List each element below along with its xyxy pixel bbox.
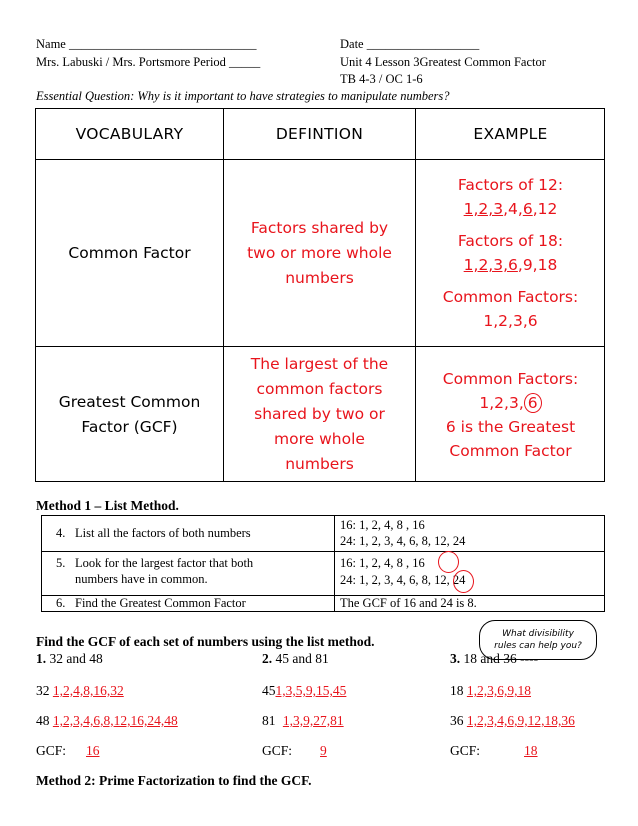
gcf-label: GCF:: [262, 743, 293, 758]
definition-line: Factors shared by: [250, 218, 389, 237]
number-label: 18: [450, 683, 464, 698]
definition-line: The largest of the: [250, 355, 389, 373]
method2-title: Method 2: Prime Factorization to find the GCF.: [36, 773, 312, 788]
problem-3-heading: [450, 651, 538, 667]
example-gcf: [416, 347, 605, 482]
problem-number: 2.: [262, 651, 273, 666]
factor-answer: 1,2,4,8,16,32: [52, 683, 124, 698]
number-label: 32: [36, 683, 50, 698]
problem-pair: 18 and 36 ----: [463, 651, 539, 666]
factor-answer: 1,3,9,27,81: [282, 713, 344, 728]
definition-line: shared by two or: [254, 405, 385, 423]
common-factors-list: [479, 391, 541, 415]
factors-12-label: Factors of 12:: [457, 176, 564, 194]
problem-pair: 32 and 48: [49, 651, 103, 666]
common-factors-label: Common Factors:: [442, 288, 579, 306]
number-label: 36: [450, 713, 464, 728]
gcf-label: GCF:: [36, 743, 67, 758]
problem-1-gcf[interactable]: [36, 743, 128, 759]
step-number: 4.: [56, 526, 66, 540]
underlined-common: 1,2,3: [463, 200, 504, 218]
gcf-answer: 18: [524, 743, 538, 758]
common-factors-list: 1,2,3,6: [483, 312, 538, 330]
practice-instruction: Find the GCF of each set of numbers using the list method.: [36, 634, 375, 649]
problem-number: 1.: [36, 651, 47, 666]
header-example: EXAMPLE: [473, 125, 548, 143]
gcf-answer: 16: [86, 743, 100, 758]
list-part: ,4,: [503, 200, 523, 218]
problem-2-gcf[interactable]: [262, 743, 367, 759]
underlined-common: 1,2,3,6: [463, 256, 518, 274]
list-part: ,9,18: [517, 256, 558, 274]
callout-line: rules can help you?: [494, 641, 582, 651]
problem-3-gcf[interactable]: [450, 743, 566, 759]
column-divider: [334, 516, 335, 611]
definition-line: numbers: [285, 268, 354, 287]
gcf-result: The GCF of 16 and 24 is 8.: [340, 596, 477, 610]
problem-3-factors-a[interactable]: [450, 683, 531, 699]
vocabulary-table: [35, 108, 605, 482]
problem-2-factors-b[interactable]: [262, 713, 352, 729]
problem-1-heading: [36, 651, 103, 667]
number-label: 81: [262, 713, 276, 728]
number-label: 45: [262, 683, 276, 698]
definition-line: common factors: [256, 380, 383, 398]
header-vocabulary: VOCABULARY: [75, 125, 184, 143]
essential-question: Essential Question: Why is it important to have strategies to manipulate numbers?: [36, 89, 450, 103]
term-gcf: [36, 347, 223, 482]
example-common-factor: [416, 160, 605, 346]
factor-answer: 1,2,3,6,9,18: [466, 683, 531, 698]
step-number: 5.: [56, 556, 66, 570]
term-line: Greatest Common: [58, 392, 201, 411]
method1-title: Method 1 – List Method.: [36, 498, 179, 513]
step-text: List all the factors of both numbers: [75, 526, 251, 540]
list-part: ,12: [532, 200, 558, 218]
definition-line: two or more whole: [247, 243, 392, 262]
callout-line: What divisibility: [502, 629, 574, 639]
term-common-factor: [36, 160, 223, 346]
factors-18-list: [464, 253, 558, 277]
factor-list-16: 16: 1, 2, 4, 8 , 16: [340, 556, 425, 570]
step-text-line: Look for the largest factor that both: [75, 556, 254, 570]
problem-number: 3.: [450, 651, 461, 666]
definition-line: numbers: [285, 455, 354, 473]
date-line[interactable]: Date __________________: [340, 37, 480, 51]
problem-2-heading: [262, 651, 329, 667]
tb-oc-line: TB 4-3 / OC 1-6: [340, 72, 423, 86]
problem-1-factors-b[interactable]: [36, 713, 178, 729]
unit-lesson-title: Unit 4 Lesson 3Greatest Common Factor: [340, 55, 546, 69]
underlined-common: 6: [522, 200, 533, 218]
circled-8-mark: [453, 570, 474, 593]
definition-line: more whole: [274, 430, 365, 448]
factor-list-16: 16: 1, 2, 4, 8 , 16: [340, 518, 425, 532]
problem-pair: 45 and 81: [275, 651, 329, 666]
factor-list-24: 24: 1, 2, 3, 4, 6, 8, 12, 24: [340, 573, 466, 587]
step-number: 6.: [56, 596, 66, 610]
circled-gcf: 6: [524, 393, 542, 413]
step-text-line: numbers have in common.: [75, 572, 208, 586]
gcf-answer: 9: [320, 743, 327, 758]
gcf-statement-line: Common Factor: [449, 441, 572, 460]
factor-answer: 1,2,3,4,6,9,12,18,36: [466, 713, 575, 728]
problem-3-factors-b[interactable]: [450, 713, 575, 729]
factor-answer: 1,2,3,4,6,8,12,16,24,48: [52, 713, 178, 728]
list-part: 1,2,3,: [479, 393, 524, 412]
name-line[interactable]: Name ______________________________: [36, 37, 257, 51]
problem-1-factors-a[interactable]: [36, 683, 154, 699]
factors-18-label: Factors of 18:: [457, 232, 564, 250]
gcf-statement-line: 6 is the Greatest: [445, 417, 576, 436]
teacher-period-line: Mrs. Labuski / Mrs. Portsmore Period _____: [36, 55, 261, 69]
definition-gcf: [224, 347, 415, 482]
problem-2-factors-a[interactable]: [262, 683, 356, 699]
term-line: Factor (GCF): [81, 417, 178, 436]
method1-table: [41, 515, 605, 612]
factor-answer: 1,3,5,9,15,45: [275, 683, 347, 698]
row-divider: [42, 551, 604, 552]
header-definition: DEFINTION: [275, 125, 364, 143]
step-text: Find the Greatest Common Factor: [75, 596, 246, 610]
gcf-label: GCF:: [450, 743, 481, 758]
common-factors-label: Common Factors:: [442, 369, 579, 388]
circled-8-mark: [438, 551, 459, 573]
factor-list-24: 24: 1, 2, 3, 4, 6, 8, 12, 24: [340, 534, 466, 548]
term-text: Common Factor: [68, 243, 191, 262]
factors-12-list: [464, 197, 558, 221]
definition-common-factor: [224, 160, 415, 346]
number-label: 48: [36, 713, 50, 728]
